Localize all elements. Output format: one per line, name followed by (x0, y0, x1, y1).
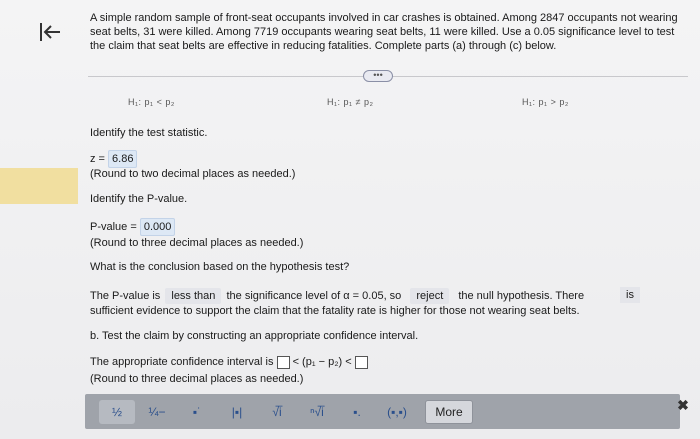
hypothesis-option-not-equal[interactable]: H₁: p₁ ≠ p₂ (327, 97, 374, 107)
part-b-label: b. Test the claim by constructing an appropriate confidence interval. (90, 330, 419, 342)
pvalue-question: Identify the P-value. (90, 193, 188, 205)
decimal-icon[interactable]: ▪. (353, 404, 361, 419)
test-statistic-question: Identify the test statistic. (90, 127, 208, 139)
ordered-pair-icon[interactable]: (▪,▪) (387, 404, 407, 419)
conclusion-sentence (90, 288, 584, 304)
conclusion-question: What is the conclusion based on the hypothesis test? (90, 261, 350, 273)
z-label: z = (90, 153, 105, 165)
test-statistic-answer-row (90, 150, 137, 168)
ci-prefix: The appropriate confidence interval is (90, 356, 274, 368)
test-statistic-note: (Round to two decimal places as needed.) (90, 168, 296, 180)
pvalue-label: P-value = (90, 221, 137, 233)
current-step-highlight (0, 168, 78, 204)
ci-lower-field[interactable] (277, 356, 290, 369)
ci-upper-field[interactable] (355, 356, 368, 369)
more-button[interactable]: More (425, 400, 473, 424)
conclusion-text-1: The P-value is (90, 290, 161, 302)
absolute-value-icon[interactable]: |▪| (231, 404, 243, 419)
mixed-number-icon[interactable]: ¼− (148, 404, 166, 419)
hypothesis-option-greater[interactable]: H₁: p₁ > p₂ (522, 97, 569, 107)
evidence-dropdown[interactable]: is (620, 287, 640, 303)
confidence-interval-row (90, 355, 368, 369)
close-icon[interactable]: ✖ (677, 397, 689, 413)
conclusion-text-2: the significance level of α = 0.05, so (226, 290, 402, 302)
ci-middle: < (p₁ − p₂) < (292, 356, 352, 368)
conclusion-text-3: the null hypothesis. There (458, 290, 585, 302)
decision-dropdown[interactable]: reject (410, 288, 449, 304)
z-answer-field[interactable]: 6.86 (108, 150, 137, 168)
sqrt-icon[interactable]: √̅i (272, 404, 282, 419)
back-arrow-icon[interactable] (38, 20, 62, 44)
ci-note: (Round to three decimal places as needed.) (90, 373, 304, 385)
hypothesis-option-less[interactable]: H₁: p₁ < p₂ (128, 97, 175, 107)
math-toolbar (85, 394, 680, 429)
fraction-icon[interactable]: ½ (99, 400, 135, 424)
exponent-icon[interactable]: ▪˙ (192, 404, 202, 419)
pvalue-answer-field[interactable]: 0.000 (140, 218, 176, 236)
comparison-dropdown[interactable]: less than (165, 288, 221, 304)
question-prompt: A simple random sample of front-seat occupants involved in car crashes is obtained. Among 2847 occupants not wearing seat belts, 31 were killed. Among 7719 occupants wearing seat belts, 11 were killed. Use a 0.05 significance level to test the claim that seat belts are effective in reducing fatalities. Complete parts (a) through (c) below. (90, 12, 678, 52)
nth-root-icon[interactable]: ⁿ√̅i (310, 404, 324, 419)
pvalue-answer-row (90, 218, 175, 236)
pvalue-note: (Round to three decimal places as needed.) (90, 237, 304, 249)
expand-button[interactable]: ••• (363, 70, 393, 82)
conclusion-line-2: sufficient evidence to support the claim that the fatality rate is higher for those not wearing seat belts. (90, 305, 580, 317)
